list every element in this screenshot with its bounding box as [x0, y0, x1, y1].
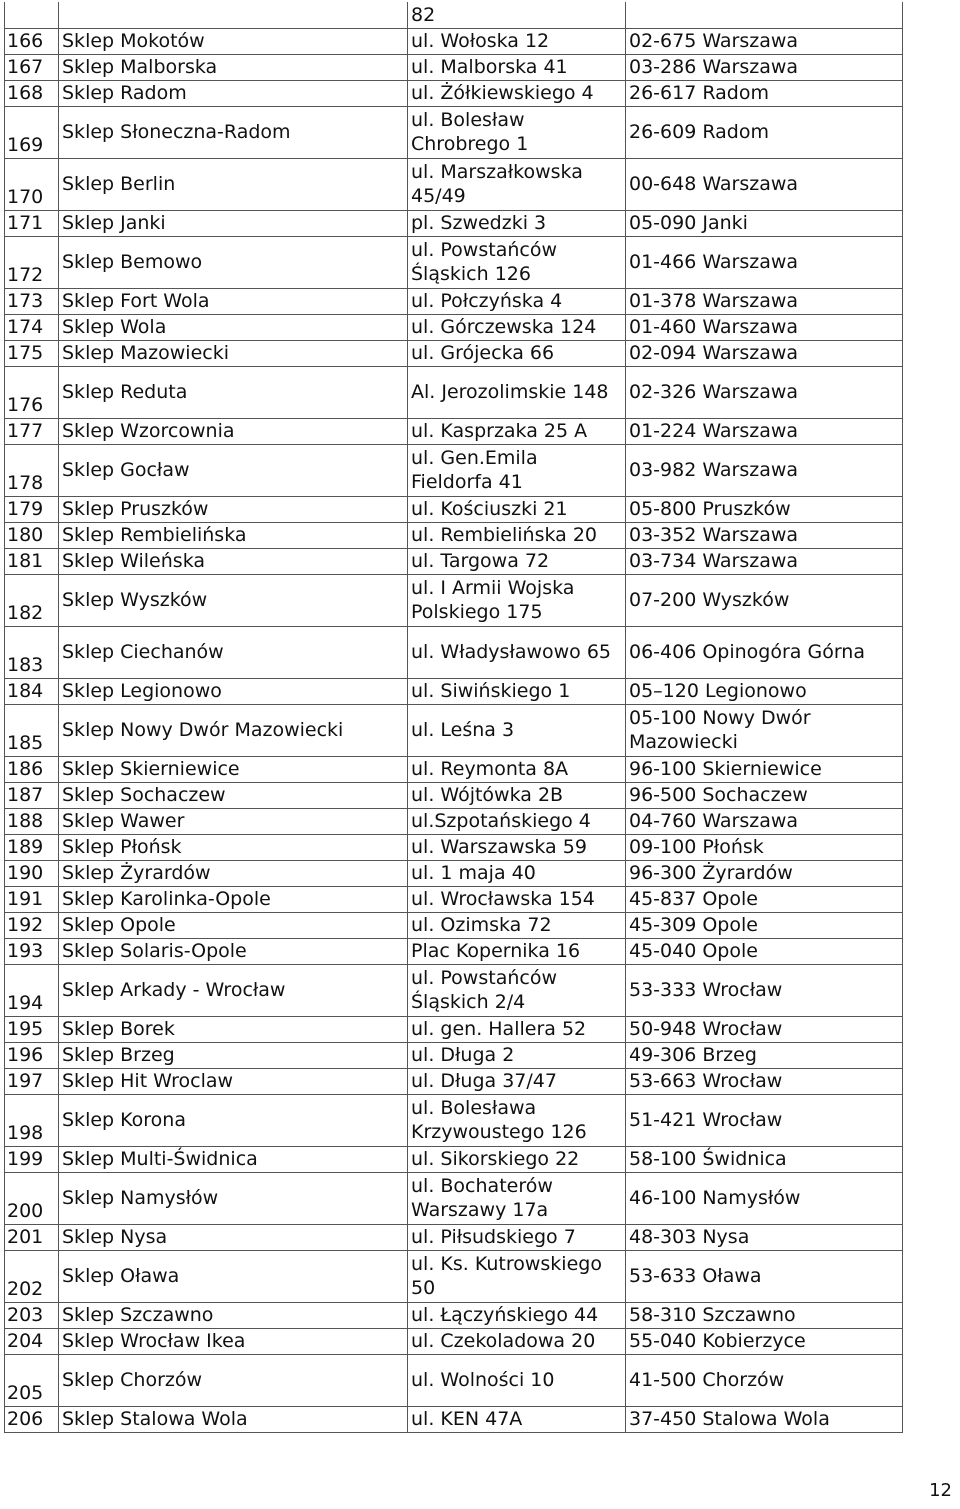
- store-postal-city: 07-200 Wyszków: [626, 574, 903, 626]
- store-postal-city: 53-333 Wrocław: [626, 964, 903, 1016]
- row-number: 172: [5, 236, 59, 288]
- header-cell-nr: [5, 2, 59, 28]
- store-name: Sklep Słoneczna-Radom: [59, 106, 408, 158]
- store-postal-city: 03-734 Warszawa: [626, 548, 903, 574]
- store-name: Sklep Nysa: [59, 1224, 408, 1250]
- row-number: 171: [5, 210, 59, 236]
- table-row: [5, 1224, 903, 1250]
- store-address: ul. Grójecka 66: [408, 340, 626, 366]
- store-postal-city: 09-100 Płońsk: [626, 834, 903, 860]
- store-postal-city: 04-760 Warszawa: [626, 808, 903, 834]
- store-name: Sklep Ciechanów: [59, 626, 408, 678]
- table-row: [5, 1068, 903, 1094]
- row-number: 176: [5, 366, 59, 418]
- row-number: 189: [5, 834, 59, 860]
- table-row: [5, 28, 903, 54]
- table-row: [5, 938, 903, 964]
- store-address: ul. Powstańców Śląskich 126: [408, 236, 626, 288]
- store-postal-city: 37-450 Stalowa Wola: [626, 1406, 903, 1432]
- store-name: Sklep Legionowo: [59, 678, 408, 704]
- store-address: ul. I Armii Wojska Polskiego 175: [408, 574, 626, 626]
- store-postal-city: 02-094 Warszawa: [626, 340, 903, 366]
- row-number: 203: [5, 1302, 59, 1328]
- table-row: [5, 236, 903, 288]
- store-name: Sklep Malborska: [59, 54, 408, 80]
- store-postal-city: 58-310 Szczawno: [626, 1302, 903, 1328]
- row-number: 177: [5, 418, 59, 444]
- table-row: [5, 1146, 903, 1172]
- store-address: Plac Kopernika 16: [408, 938, 626, 964]
- store-name: Sklep Berlin: [59, 158, 408, 210]
- table-row: [5, 1302, 903, 1328]
- table-row: [5, 210, 903, 236]
- store-name: Sklep Reduta: [59, 366, 408, 418]
- row-number: 166: [5, 28, 59, 54]
- row-number: 194: [5, 964, 59, 1016]
- row-number: 179: [5, 496, 59, 522]
- table-row: [5, 80, 903, 106]
- table-row: [5, 1250, 903, 1302]
- table-row: [5, 626, 903, 678]
- row-number: 198: [5, 1094, 59, 1146]
- row-number: 206: [5, 1406, 59, 1432]
- table-row: [5, 1406, 903, 1432]
- store-postal-city: 06-406 Opinogóra Górna: [626, 626, 903, 678]
- table-row: [5, 418, 903, 444]
- table-row: [5, 1328, 903, 1354]
- store-address: ul. Wolności 10: [408, 1354, 626, 1406]
- store-postal-city: 01-460 Warszawa: [626, 314, 903, 340]
- store-postal-city: 51-421 Wrocław: [626, 1094, 903, 1146]
- table-row: [5, 496, 903, 522]
- table-row: [5, 574, 903, 626]
- store-address: ul. Wrocławska 154: [408, 886, 626, 912]
- store-name: Sklep Mazowiecki: [59, 340, 408, 366]
- store-address: ul. Leśna 3: [408, 704, 626, 756]
- table-row: [5, 1354, 903, 1406]
- header-page-ref: 82: [408, 2, 626, 28]
- row-number: 196: [5, 1042, 59, 1068]
- stores-table-body: [5, 2, 903, 1432]
- store-postal-city: 96-100 Skierniewice: [626, 756, 903, 782]
- row-number: 202: [5, 1250, 59, 1302]
- header-cell-city: [626, 2, 903, 28]
- store-name: Sklep Borek: [59, 1016, 408, 1042]
- row-number: 205: [5, 1354, 59, 1406]
- row-number: 168: [5, 80, 59, 106]
- row-number: 182: [5, 574, 59, 626]
- row-number: 195: [5, 1016, 59, 1042]
- store-address: ul. Powstańców Śląskich 2/4: [408, 964, 626, 1016]
- row-number: 185: [5, 704, 59, 756]
- store-name: Sklep Multi-Świdnica: [59, 1146, 408, 1172]
- table-row: [5, 886, 903, 912]
- row-number: 193: [5, 938, 59, 964]
- table-row: [5, 808, 903, 834]
- table-row: [5, 756, 903, 782]
- table-row: [5, 340, 903, 366]
- table-row: [5, 288, 903, 314]
- store-name: Sklep Brzeg: [59, 1042, 408, 1068]
- store-address: ul. Bochaterów Warszawy 17a: [408, 1172, 626, 1224]
- row-number: 184: [5, 678, 59, 704]
- row-number: 187: [5, 782, 59, 808]
- store-postal-city: 00-648 Warszawa: [626, 158, 903, 210]
- store-address: ul. Wołoska 12: [408, 28, 626, 54]
- store-postal-city: 50-948 Wrocław: [626, 1016, 903, 1042]
- store-name: Sklep Wyszków: [59, 574, 408, 626]
- table-row: [5, 548, 903, 574]
- table-row: [5, 522, 903, 548]
- store-postal-city: 49-306 Brzeg: [626, 1042, 903, 1068]
- store-name: Sklep Korona: [59, 1094, 408, 1146]
- store-name: Sklep Fort Wola: [59, 288, 408, 314]
- row-number: 173: [5, 288, 59, 314]
- store-name: Sklep Skierniewice: [59, 756, 408, 782]
- store-address: ul.Szpotańskiego 4: [408, 808, 626, 834]
- row-number: 192: [5, 912, 59, 938]
- store-address: ul. Długa 2: [408, 1042, 626, 1068]
- store-address: ul. Kasprzaka 25 A: [408, 418, 626, 444]
- store-name: Sklep Janki: [59, 210, 408, 236]
- store-postal-city: 01-466 Warszawa: [626, 236, 903, 288]
- store-postal-city: 53-663 Wrocław: [626, 1068, 903, 1094]
- store-postal-city: 45-837 Opole: [626, 886, 903, 912]
- table-row: [5, 1172, 903, 1224]
- row-number: 204: [5, 1328, 59, 1354]
- header-cell-name: [59, 2, 408, 28]
- stores-table: [4, 2, 903, 1433]
- store-address: ul. Wójtówka 2B: [408, 782, 626, 808]
- store-postal-city: 01-378 Warszawa: [626, 288, 903, 314]
- store-name: Sklep Hit Wroclaw: [59, 1068, 408, 1094]
- store-address: ul. Sikorskiego 22: [408, 1146, 626, 1172]
- store-name: Sklep Szczawno: [59, 1302, 408, 1328]
- store-address: ul. Długa 37/47: [408, 1068, 626, 1094]
- store-postal-city: 96-300 Żyrardów: [626, 860, 903, 886]
- row-number: 186: [5, 756, 59, 782]
- store-postal-city: 05-800 Pruszków: [626, 496, 903, 522]
- store-address: ul. gen. Hallera 52: [408, 1016, 626, 1042]
- store-address: ul. Czekoladowa 20: [408, 1328, 626, 1354]
- table-row: [5, 678, 903, 704]
- store-postal-city: 96-500 Sochaczew: [626, 782, 903, 808]
- store-address: ul. Połczyńska 4: [408, 288, 626, 314]
- store-name: Sklep Opole: [59, 912, 408, 938]
- table-row: [5, 366, 903, 418]
- store-name: Sklep Chorzów: [59, 1354, 408, 1406]
- row-number: 191: [5, 886, 59, 912]
- store-address: ul. Łączyńskiego 44: [408, 1302, 626, 1328]
- store-name: Sklep Solaris-Opole: [59, 938, 408, 964]
- row-number: 169: [5, 106, 59, 158]
- store-address: ul. Władysławowo 65: [408, 626, 626, 678]
- store-address: ul. Gen.Emila Fieldorfa 41: [408, 444, 626, 496]
- row-number: 178: [5, 444, 59, 496]
- table-row: [5, 1094, 903, 1146]
- table-row: [5, 860, 903, 886]
- store-name: Sklep Oława: [59, 1250, 408, 1302]
- store-postal-city: 41-500 Chorzów: [626, 1354, 903, 1406]
- table-row: [5, 782, 903, 808]
- store-address: ul. Żółkiewskiego 4: [408, 80, 626, 106]
- store-postal-city: 45-309 Opole: [626, 912, 903, 938]
- store-name: Sklep Wola: [59, 314, 408, 340]
- table-row: [5, 444, 903, 496]
- store-name: Sklep Płońsk: [59, 834, 408, 860]
- store-name: Sklep Wawer: [59, 808, 408, 834]
- store-address: ul. Warszawska 59: [408, 834, 626, 860]
- store-address: ul. Targowa 72: [408, 548, 626, 574]
- store-name: Sklep Namysłów: [59, 1172, 408, 1224]
- row-number: 167: [5, 54, 59, 80]
- store-address: ul. Ozimska 72: [408, 912, 626, 938]
- table-row: [5, 704, 903, 756]
- store-name: Sklep Radom: [59, 80, 408, 106]
- store-postal-city: 02-675 Warszawa: [626, 28, 903, 54]
- row-number: 174: [5, 314, 59, 340]
- page-number: 12: [929, 1480, 952, 1501]
- table-header-row: [5, 2, 903, 28]
- store-name: Sklep Żyrardów: [59, 860, 408, 886]
- store-address: ul. Reymonta 8A: [408, 756, 626, 782]
- store-name: Sklep Sochaczew: [59, 782, 408, 808]
- store-postal-city: 03-286 Warszawa: [626, 54, 903, 80]
- row-number: 175: [5, 340, 59, 366]
- store-postal-city: 53-633 Oława: [626, 1250, 903, 1302]
- table-row: [5, 1016, 903, 1042]
- row-number: 188: [5, 808, 59, 834]
- store-name: Sklep Stalowa Wola: [59, 1406, 408, 1432]
- store-address: Al. Jerozolimskie 148: [408, 366, 626, 418]
- row-number: 180: [5, 522, 59, 548]
- store-name: Sklep Nowy Dwór Mazowiecki: [59, 704, 408, 756]
- table-row: [5, 314, 903, 340]
- row-number: 197: [5, 1068, 59, 1094]
- store-address: ul. Siwińskiego 1: [408, 678, 626, 704]
- store-postal-city: 03-982 Warszawa: [626, 444, 903, 496]
- store-postal-city: 02-326 Warszawa: [626, 366, 903, 418]
- row-number: 190: [5, 860, 59, 886]
- store-name: Sklep Bemowo: [59, 236, 408, 288]
- store-address: ul. Rembielińska 20: [408, 522, 626, 548]
- store-address: ul. Malborska 41: [408, 54, 626, 80]
- store-name: Sklep Gocław: [59, 444, 408, 496]
- store-postal-city: 01-224 Warszawa: [626, 418, 903, 444]
- store-address: ul. Ks. Kutrowskiego 50: [408, 1250, 626, 1302]
- store-address: ul. Bolesław Chrobrego 1: [408, 106, 626, 158]
- store-address: ul. Kościuszki 21: [408, 496, 626, 522]
- store-address: ul. Piłsudskiego 7: [408, 1224, 626, 1250]
- store-address: ul. Bolesława Krzywoustego 126: [408, 1094, 626, 1146]
- store-postal-city: 05–120 Legionowo: [626, 678, 903, 704]
- store-address: pl. Szwedzki 3: [408, 210, 626, 236]
- row-number: 170: [5, 158, 59, 210]
- row-number: 201: [5, 1224, 59, 1250]
- row-number: 183: [5, 626, 59, 678]
- store-name: Sklep Pruszków: [59, 496, 408, 522]
- row-number: 200: [5, 1172, 59, 1224]
- table-row: [5, 912, 903, 938]
- store-name: Sklep Wrocław Ikea: [59, 1328, 408, 1354]
- store-postal-city: 46-100 Namysłów: [626, 1172, 903, 1224]
- store-postal-city: 26-609 Radom: [626, 106, 903, 158]
- row-number: 199: [5, 1146, 59, 1172]
- table-row: [5, 54, 903, 80]
- store-postal-city: 05-090 Janki: [626, 210, 903, 236]
- store-address: ul. KEN 47A: [408, 1406, 626, 1432]
- table-row: [5, 106, 903, 158]
- store-name: Sklep Wzorcownia: [59, 418, 408, 444]
- store-postal-city: 26-617 Radom: [626, 80, 903, 106]
- store-name: Sklep Mokotów: [59, 28, 408, 54]
- store-name: Sklep Arkady - Wrocław: [59, 964, 408, 1016]
- store-postal-city: 58-100 Świdnica: [626, 1146, 903, 1172]
- store-postal-city: 05-100 Nowy Dwór Mazowiecki: [626, 704, 903, 756]
- table-row: [5, 1042, 903, 1068]
- store-postal-city: 03-352 Warszawa: [626, 522, 903, 548]
- table-row: [5, 834, 903, 860]
- row-number: 181: [5, 548, 59, 574]
- store-postal-city: 55-040 Kobierzyce: [626, 1328, 903, 1354]
- table-row: [5, 158, 903, 210]
- store-name: Sklep Wileńska: [59, 548, 408, 574]
- store-address: ul. Marszałkowska 45/49: [408, 158, 626, 210]
- table-row: [5, 964, 903, 1016]
- store-postal-city: 45-040 Opole: [626, 938, 903, 964]
- store-postal-city: 48-303 Nysa: [626, 1224, 903, 1250]
- store-address: ul. Górczewska 124: [408, 314, 626, 340]
- store-name: Sklep Karolinka-Opole: [59, 886, 408, 912]
- store-name: Sklep Rembielińska: [59, 522, 408, 548]
- store-address: ul. 1 maja 40: [408, 860, 626, 886]
